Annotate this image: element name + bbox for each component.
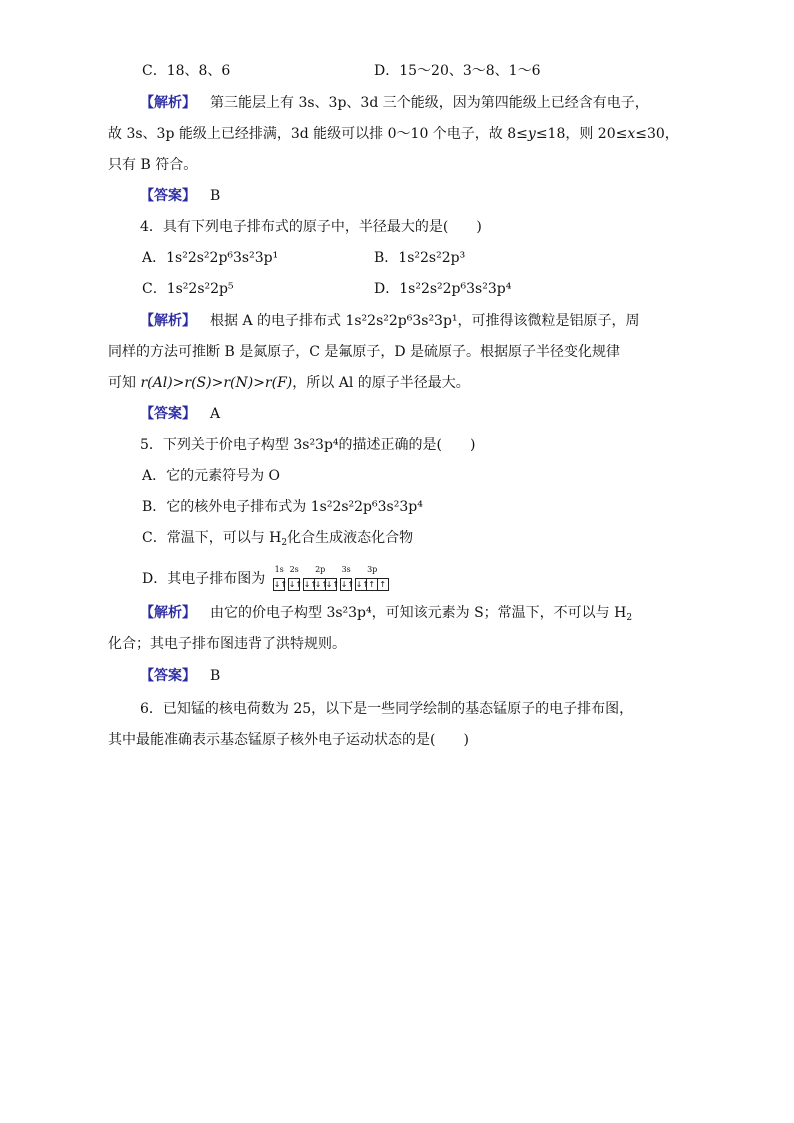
orbital-group-2p — [303, 565, 340, 592]
q3-explanation-line1: 【解析】 第三能层上有 3s、3p、3d 三个能级，因为第四能级上已经含有电子， — [140, 95, 649, 111]
orbital-group-3s — [340, 565, 355, 592]
q5-option-a: A．它的元素符号为 O — [142, 468, 281, 484]
orbital-box: ↓↑ — [325, 580, 340, 589]
orbital-label: 1s — [274, 565, 284, 574]
orbital-label: 2p — [315, 565, 326, 574]
orbital-box: ↓↑ — [303, 580, 318, 589]
q3-option-d: D．15～20、3～8、1～6 — [374, 63, 541, 79]
orbital-label: 2s — [289, 565, 299, 574]
q4-stem: 4．具有下列电子排布式的原子中，半径最大的是( ) — [140, 219, 482, 235]
q4-answer: 【答案】 A — [140, 406, 221, 422]
orbital-box: ↓↑ — [355, 580, 370, 589]
orbital-box: ↓↑ — [340, 580, 355, 589]
orbital-group-3p — [356, 566, 389, 592]
q5-option-d: D．其电子排布图为 1s ↓↑ 2s ↓↑ 2p ↓↑↓↑↓↑ 3s ↓↑ 3p ↓↑↑ ↑ — [142, 566, 393, 592]
answer-tag: 【答案】 — [140, 406, 196, 422]
orbital-group-2s — [288, 565, 303, 592]
q4-option-d: D．1s²2s²2p⁶3s²3p⁴ — [374, 281, 512, 297]
orbital-box: ↓↑ — [273, 580, 288, 589]
q6-stem-line1: 6．已知锰的核电荷数为 25，以下是一些同学绘制的基态锰原子的电子排布图， — [140, 701, 634, 717]
orbital-label: 3p — [367, 565, 378, 574]
q3-answer: 【答案】 B — [140, 188, 221, 204]
q4-option-a: A．1s²2s²2p⁶3s²3p¹ — [142, 250, 279, 266]
orbital-box: ↑ — [366, 578, 378, 591]
q3-explanation-line3: 只有 B 符合。 — [108, 157, 198, 173]
q5-option-b: B．它的核外电子排布式为 1s²2s²2p⁶3s²3p⁴ — [142, 499, 423, 515]
q4-explanation-line1: 【解析】 根据 A 的电子排布式 1s²2s²2p⁶3s²3p¹，可推得该微粒是铝原子，周 — [140, 313, 640, 329]
q6-stem-line2: 其中最能准确表示基态锰原子核外电子运动状态的是( ) — [108, 732, 469, 748]
answer-tag: 【答案】 — [140, 668, 196, 684]
q4-explanation-line3: 可知 r(Al)>r(S)>r(N)>r(F)，所以 Al 的原子半径最大。 — [108, 375, 470, 391]
orbital-box: ↓↑ — [314, 580, 329, 589]
explanation-tag: 【解析】 — [140, 605, 196, 621]
q3-option-c: C．18、8、6 — [142, 63, 231, 79]
explanation-tag: 【解析】 — [140, 95, 196, 111]
q5-explanation-line1: 【解析】 由它的价电子构型 3s²3p⁴，可知该元素为 S；常温下，不可以与 $H_2$ — [140, 605, 633, 623]
orbital-box: ↓↑ — [288, 580, 303, 589]
orbital-diagram — [274, 566, 393, 592]
q5-answer: 【答案】 B — [140, 668, 221, 684]
orbital-label: 3s — [341, 565, 351, 574]
q5-stem: 5．下列关于价电子构型 3s²3p⁴的描述正确的是( ) — [140, 437, 476, 453]
q4-option-b: B．1s²2s²2p³ — [374, 250, 466, 266]
q3-explanation-line2: 故 3s、3p 能级上已经排满，3d 能级可以排 0～10 个电子，故 8≤y≤18，则 20≤x≤30， — [108, 126, 679, 142]
q4-option-c: C．1s²2s²2p⁵ — [142, 281, 234, 297]
q4-explanation-line2: 同样的方法可推断 B 是氮原子，C 是氟原子，D 是硫原子。根据原子半径变化规律 — [108, 344, 621, 360]
q5-explanation-line2: 化合；其电子排布图违背了洪特规则。 — [108, 636, 346, 652]
q5-option-c: C．常温下，可以与 $H_2$化合生成液态化合物 — [142, 530, 414, 548]
answer-tag: 【答案】 — [140, 188, 196, 204]
orbital-box: ↑ — [377, 578, 389, 591]
orbital-group-1s — [273, 565, 288, 592]
explanation-tag: 【解析】 — [140, 313, 196, 329]
